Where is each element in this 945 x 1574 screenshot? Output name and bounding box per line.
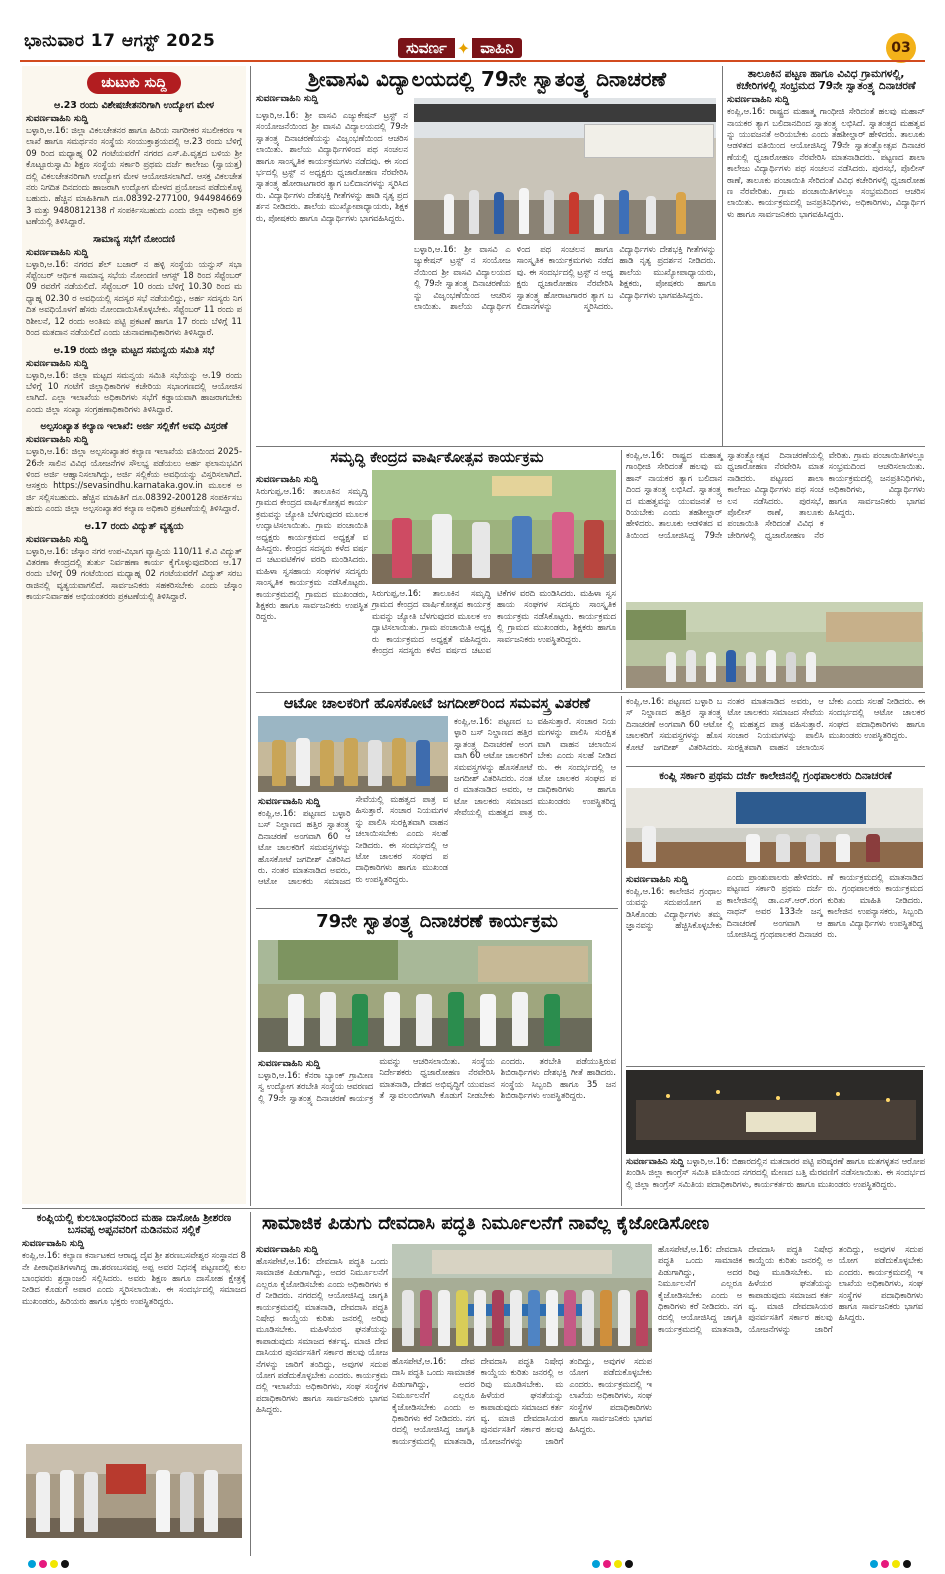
story-headline: ಸಮೃದ್ಧಿ ಕೇಂದ್ರದ ವಾರ್ಷಿಕೋತ್ಸವ ಕಾರ್ಯಕ್ರಮ [330,450,544,466]
story-text-continued: ಹೊಸಪೇಟೆ,ಆ.16: ದೇವದಾಸಿ ಪದ್ಧತಿ ಒಂದು ಸಾಮಾಜಿಕ ಪಿಡುಗಾಗಿದ್ದು, ಅದರ ನಿರ್ಮೂಲನೆಗೆ ಎಲ್ಲರೂ ಕೈಜೋಡಿಸಬೇಕು ಎಂದು ಅಧಿಕಾರಿಗಳು ಕರೆ ನೀಡಿದರು. ನಗರದಲ್ಲಿ ಆಯೋಜಿಸಿದ್ದ ಜಾಗೃತಿ ಕಾರ್ಯಕ್ರಮದಲ್ಲಿ ಮಾತನಾಡಿ, ದೇವದಾಸಿ ಪದ್ಧತಿ ನಿಷೇಧ ಕಾಯ್ದೆಯ ಕುರಿತು ಜನರಲ್ಲಿ ಅರಿವು ಮೂಡಿಸಬೇಕು. ಮಹಿಳೆಯರ ಘನತೆಯನ್ನು ಕಾಪಾಡುವುದು ಸಮಾಜದ ಕರ್ತವ್ಯ. ಮಾಜಿ ದೇವದಾಸಿಯರ ಪುನರ್ವಸತಿಗೆ ಸರ್ಕಾರ ಹಲವು ಯೋಜನೆಗಳನ್ನು ಜಾರಿಗೆ ತಂದಿದ್ದು, ಅವುಗಳ ಸದುಪಯೋಗ ಪಡೆದುಕೊಳ್ಳಬೇಕು ಎಂದರು. ಕಾರ್ಯಕ್ರಮದಲ್ಲಿ ಇಲಾಖೆಯ ಅಧಿಕಾರಿಗಳು, ಸಂಘ ಸಂಸ್ಥೆಗಳ ಪದಾಧಿಕಾರಿಗಳು ಹಾಗೂ ಸಾರ್ವಜನಿಕರು ಭಾಗವಹಿಸಿದ್ದರು. [658,1244,923,1334]
candle-caption [626,1156,925,1190]
brief-text: ಬಳ್ಳಾರಿ,ಆ.16: ಜಿಲ್ಲಾ ಮಟ್ಟದ ಸಮನ್ವಯ ಸಮಿತಿ ಸಭೆಯನ್ನು ಆ.19 ರಂದು ಬೆಳಿಗ್ಗೆ 10 ಗಂಟೆಗೆ ಜಿಲ್ಲಾಧಿಕಾರಿಗಳ ಕಚೇರಿಯ ಸಭಾಂಗಣದಲ್ಲಿ ಆಯೋಜಿಸಲಾಗಿದೆ. ಎಲ್ಲಾ ಇಲಾಖೆಯ ಅಧಿಕಾರಿಗಳು ಸಭೆಗೆ ಕಡ್ಡಾಯವಾಗಿ ಹಾಜರಾಗಬೇಕು ಎಂದು ಜಿಲ್ಲಾ ಸಂಖ್ಯಾ ಸಂಗ್ರಹಣಾಧಿಕಾರಿಗಳು ತಿಳಿಸಿದ್ದಾರೆ. [26,369,242,414]
brief-byline: ಸುವರ್ಣವಾಹಿನಿ ಸುದ್ದಿ [26,247,89,258]
story-byline: ಸುವರ್ಣವಾಹಿನಿ ಸುದ್ದಿ [258,1059,321,1069]
masthead [0,0,945,58]
brief-headline: ಸಾಮಾನ್ಯ ಸಭೆಗೆ ನೋಂದಣಿ [93,233,175,245]
section-divider [256,908,618,909]
photo-rsetI-flag [258,940,592,1052]
story-byline: ಸುವರ್ಣವಾಹಿನಿ ಸುದ್ದಿ [22,1239,85,1250]
story-kampli-tribute [22,1212,246,1556]
photo-tribute [26,1444,242,1538]
story-text: ಕಂಪ್ಲಿ,ಆ.16: ಕಾಲೇಜಿನ ಗ್ರಂಥಾಲಯವನ್ನು ಸದುಪಯೋಗ ಪಡಿಸಿಕೊಂಡು ವಿದ್ಯಾರ್ಥಿಗಳು ತಮ್ಮ ಜ್ಞಾನವನ್ನು ಹೆಚ್ಚಿಸಿಕೊಳ್ಳಬೇಕು ಎಂದು ಪ್ರಾಂಶುಪಾಲರು ಹೇಳಿದರು. ಪಟ್ಟಣದ ಸರ್ಕಾರಿ ಪ್ರಥಮ ದರ್ಜೆ ಕಾಲೇಜಿನಲ್ಲಿ ಡಾ.ಎಸ್.ಆರ್.ರಂಗನಾಥನ್ ಅವರ 133ನೇ ಜನ್ಮದಿನಾಚರಣೆ ಅಂಗವಾಗಿ ಆಯೋಜಿಸಿದ್ದ ಗ್ರಂಥಪಾಲಕರ ದಿನಾಚರಣೆ ಕಾರ್ಯಕ್ರಮದಲ್ಲಿ ಮಾತನಾಡಿದರು. ಗ್ರಂಥಪಾಲಕರು ಕಾರ್ಯಕ್ರಮದ ಕುರಿತು ಮಾಹಿತಿ ನೀಡಿದರು. ಕಾಲೇಜಿನ ಉಪನ್ಯಾಸಕರು, ಸಿಬ್ಬಂದಿ ಹಾಗೂ ವಿದ್ಯಾರ್ಥಿಗಳು ಉಪಸ್ಥಿತರಿದ್ದರು. [626,872,923,940]
story-headline: ಸಾಮಾಜಿಕ ಪಿಡುಗು ದೇವದಾಸಿ ಪದ್ಧತಿ ನಿರ್ಮೂಲನೆಗೆ ನಾವೆಲ್ಲ ಕೈಜೋಡಿಸೋಣ [262,1214,710,1234]
story-auto-drivers [256,696,618,904]
page-number: 03 [886,33,916,63]
story-library-day [626,770,925,1066]
story-text-continued: ಬಳ್ಳಾರಿ,ಆ.16: ಶ್ರೀ ವಾಸವಿ ಎಜ್ಯುಕೇಷನ್ ಟ್ರಸ್ಟ್ ನ ಸಂಯೋಜನೆಯಿಂದ ಶ್ರೀ ವಾಸವಿ ವಿದ್ಯಾಲಯದಲ್ಲಿ 79ನೇ ಸ್ವಾತಂತ್ರ್ಯ ದಿನಾಚರಣೆಯನ್ನು ವಿಜೃಂಭಣೆಯಿಂದ ಆಚರಿಸಲಾಯಿತು. ಶಾಲೆಯ ವಿದ್ಯಾರ್ಥಿಗಳಿಂದ ಪಥ ಸಂಚಲನ ಹಾಗೂ ಸಾಂಸ್ಕೃತಿಕ ಕಾರ್ಯಕ್ರಮಗಳು ನಡೆದವು. ಈ ಸಂದರ್ಭದಲ್ಲಿ ಟ್ರಸ್ಟ್ ನ ಅಧ್ಯಕ್ಷರು ಧ್ವಜಾರೋಹಣ ನೆರವೇರಿಸಿ ಸ್ವಾತಂತ್ರ್ಯ ಹೋರಾಟಗಾರರ ತ್ಯಾಗ ಬಲಿದಾನಗಳನ್ನು ಸ್ಮರಿಸಿದರು. ವಿದ್ಯಾರ್ಥಿಗಳು ದೇಶಭಕ್ತಿ ಗೀತೆಗಳನ್ನು ಹಾಡಿ ನೃತ್ಯ ಪ್ರದರ್ಶನ ನೀಡಿದರು. ಶಾಲೆಯ ಮುಖ್ಯೋಪಾಧ್ಯಾಯರು, ಶಿಕ್ಷಕರು, ಪೋಷಕರು ಹಾಗೂ ವಿದ್ಯಾರ್ಥಿಗಳು ಭಾಗವಹಿಸಿದ್ದರು. [414,244,716,312]
story-byline: ಸುವರ್ಣವಾಹಿನಿ ಸುದ್ದಿ [626,1156,684,1166]
brief-text: ಬಳ್ಳಾರಿ,ಆ.16: ಜೆಸ್ಕಾಂ ನಗರ ಉಪ-ವಿಭಾಗ ವ್ಯಾಪ್ತಿಯ 110/11 ಕೆ.ವಿ ವಿದ್ಯುತ್ ವಿತರಣಾ ಕೇಂದ್ರದಲ್ಲಿ ತುರ್ತು ನಿರ್ವಹಣಾ ಕಾರ್ಯ ಕೈಗೊಳ್ಳುವುದರಿಂದ ಆ.17 ರಂದು ಬೆಳಿಗ್ಗೆ 09 ಗಂಟೆಯಿಂದ ಮಧ್ಯಾಹ್ನ 02 ಗಂಟೆಯವರೆಗೆ ವಿದ್ಯುತ್ ಸರಬರಾಜಿನಲ್ಲಿ ವ್ಯತ್ಯಯವಾಗಲಿದೆ. ಸಾರ್ವಜನಿಕರು ಸಹಕರಿಸಬೇಕು ಎಂದು ಜೆಸ್ಕಾಂ ಕಾರ್ಯನಿರ್ವಾಹಕ ಅಭಿಯಂತರರು ಪ್ರಕಟಣೆಯಲ್ಲಿ ತಿಳಿಸಿದ್ದಾರೆ. [26,545,242,602]
photo-procession [626,602,923,688]
photo-lamp-lighting [372,470,616,584]
brief-headline: ಅಲ್ಪಸಂಖ್ಯಾತ ಕಲ್ಯಾಣ ಇಲಾಖೆ: ಅರ್ಜಿ ಸಲ್ಲಿಕೆಗೆ ಅವಧಿ ವಿಸ್ತರಣೆ [40,421,228,433]
story-headline: ಶ್ರೀವಾಸವಿ ವಿದ್ಯಾಲಯದಲ್ಲಿ 79ನೇ ಸ್ವಾತಂತ್ರ್ಯ ದಿನಾಚರಣೆ [307,67,667,91]
lamp-icon: ✦ [456,38,471,58]
story-text-continued: ಸಿರುಗುಪ್ಪ,ಆ.16: ತಾಲೂಕಿನ ಸಮೃದ್ಧಿ ಗ್ರಾಮದ ಕೇಂದ್ರದ ವಾರ್ಷಿಕೋತ್ಸವ ಕಾರ್ಯಕ್ರಮವನ್ನು ಜ್ಯೋತಿ ಬೆಳಗುವುದರ ಮೂಲಕ ಉದ್ಘಾಟಿಸಲಾಯಿತು. ಗ್ರಾಮ ಪಂಚಾಯಿತಿ ಅಧ್ಯಕ್ಷರು ಕಾರ್ಯಕ್ರಮದ ಅಧ್ಯಕ್ಷತೆ ವಹಿಸಿದ್ದರು. ಕೇಂದ್ರದ ಸದಸ್ಯರು ಕಳೆದ ವರ್ಷದ ಚಟುವಟಿಕೆಗಳ ವರದಿ ಮಂಡಿಸಿದರು. ಮಹಿಳಾ ಸ್ವಸಹಾಯ ಸಂಘಗಳ ಸದಸ್ಯರು ಸಾಂಸ್ಕೃತಿಕ ಕಾರ್ಯಕ್ರಮ ನಡೆಸಿಕೊಟ್ಟರು. ಕಾರ್ಯಕ್ರಮದಲ್ಲಿ ಗ್ರಾಮದ ಮುಖಂಡರು, ಶಿಕ್ಷಕರು ಹಾಗೂ ಸಾರ್ವಜನಿಕರು ಉಪಸ್ಥಿತರಿದ್ದರು. [372,588,616,656]
story-right-top [727,66,925,446]
story-text: ಕಂಪ್ಲಿ,ಆ.16: ಕಲ್ಯಾಣ ಕರ್ನಾಟಕದ ಆರಾಧ್ಯ ದೈವ ಶ್ರೀ ಶರಣಬಸವೇಶ್ವರ ಸಂಸ್ಥಾನದ 8ನೇ ಪೀಠಾಧಿಪತಿಗಳಾಗಿದ್ದ ಡಾ.ಶರಣಬಸವಪ್ಪ ಅಪ್ಪ ಅವರ ನಿಧನಕ್ಕೆ ಪಟ್ಟಣದಲ್ಲಿ ಕುಲಬಾಂಧವರು ಶ್ರದ್ಧಾಂಜಲಿ ಸಲ್ಲಿಸಿದರು. ಅವರು ಶಿಕ್ಷಣ ಹಾಗೂ ದಾಸೋಹ ಕ್ಷೇತ್ರಕ್ಕೆ ನೀಡಿದ ಕೊಡುಗೆ ಅಪಾರ ಎಂದು ಸ್ಮರಿಸಲಾಯಿತು. ಈ ಸಂದರ್ಭದಲ್ಲಿ ಸಮಾಜದ ಮುಖಂಡರು, ಹಿರಿಯರು ಹಾಗೂ ಭಕ್ತರು ಉಪಸ್ಥಿತರಿದ್ದರು. [22,1250,246,1306]
brief-byline: ಸುವರ್ಣವಾಹಿನಿ ಸುದ್ದಿ [26,534,89,545]
column-divider [722,66,723,446]
brief-byline: ಸುವರ್ಣವಾಹಿನಿ ಸುದ್ದಿ [26,435,89,446]
brief-byline: ಸುವರ್ಣವಾಹಿನಿ ಸುದ್ದಿ [26,358,89,369]
story-headline: ಕಂಪ್ಲಿಯಲ್ಲಿ ಕುಲಬಾಂಧವರಿಂದ ಮಹಾ ದಾಸೋಹಿ ಶ್ರೀಶರಣ ಬಸವಪ್ಪ ಅಪ್ಪನವರಿಗೆ ನುಡಿನಮನ ಸಲ್ಲಿಕೆ [36,1212,232,1237]
section-divider [22,1208,925,1209]
column-divider [621,450,622,690]
photo-devadasi-rally [392,1244,652,1352]
column-divider [621,696,622,1206]
header-rule [20,60,925,62]
brief-text: ಬಳ್ಳಾರಿ,ಆ.16: ನಗರದ ಶೆಲ್ ಬಜಾರ್ ನ ಹಳ್ಳಿ ಸಂಸ್ಥೆಯ ಯನ್ವುಸ್ ಸಭಾ ಸೆಪ್ಟೆಂಬರ್ ಆರ್ಥಿಕ ಸಾಮಾನ್ಯ ಸಭೆಯ ನೋಂದಣಿ ಆಗಸ್ಟ್ 18 ರಿಂದ ಸೆಪ್ಟೆಂಬರ್ 09 ರವರೆಗೆ ನಡೆಯಲಿದೆ. ಸೆಪ್ಟೆಂಬರ್ 10 ರಂದು ಬೆಳಿಗ್ಗೆ 10.30 ರಿಂದ ಮಧ್ಯಾಹ್ನ 02.30 ರ ಅವಧಿಯಲ್ಲಿ ಸದಸ್ಯರ ಸಭೆ ನಡೆಯಲಿದ್ದು, ಅರ್ಹ ಸದಸ್ಯರು ನಿಗದಿತ ಅವಧಿಯೊಳಗೆ ಹೆಸರು ನೋಂದಾಯಿಸಿಕೊಳ್ಳಬೇಕು. ಸೆಪ್ಟೆಂಬರ್ 11 ರಂದು ಪರಿಶೀಲನೆ, 12 ರಂದು ಅಂತಿಮ ಪಟ್ಟಿ ಪ್ರಕಟಣೆ ಹಾಗೂ 17 ರಂದು ಬೆಳಿಗ್ಗೆ 11 ರಿಂದ ಮತದಾನ ನಡೆಯಲಿದೆ ಎಂದು ಚುನಾವಣಾಧಿಕಾರಿಗಳು ತಿಳಿಸಿದ್ದಾರೆ. [26,258,242,338]
story-candle [626,1156,925,1206]
column-divider [250,66,251,1206]
story-devadasi [256,1214,925,1556]
brief-headline: ಆ.19 ರಂದು ಜಿಲ್ಲಾ ಮಟ್ಟದ ಸಮನ್ವಯ ಸಮಿತಿ ಸಭೆ [53,344,215,356]
left-column [22,66,246,1204]
section-divider [256,446,925,447]
story-headline: 79ನೇ ಸ್ವಾತಂತ್ರ್ಯ ದಿನಾಚರಣೆ ಕಾರ್ಯಕ್ರಮ [316,912,558,932]
story-text: ಬಳ್ಳಾರಿ,ಆ.16: ಕೆನರಾ ಬ್ಯಾಂಕ್ ಗ್ರಾಮೀಣ ಸ್ವ ಉದ್ಯೋಗ ತರಬೇತಿ ಸಂಸ್ಥೆಯ ಆವರಣದಲ್ಲಿ 79ನೇ ಸ್ವಾತಂತ್ರ್ಯ ದಿನಾಚರಣೆ ಕಾರ್ಯಕ್ರಮವನ್ನು ಆಚರಿಸಲಾಯಿತು. ಸಂಸ್ಥೆಯ ನಿರ್ದೇಶಕರು ಧ್ವಜಾರೋಹಣ ನೆರವೇರಿಸಿ ಮಾತನಾಡಿ, ದೇಶದ ಅಭಿವೃದ್ಧಿಗೆ ಯುವಜನತೆ ಸ್ವಾವಲಂಬಿಗಳಾಗಿ ಕೊಡುಗೆ ನೀಡಬೇಕು ಎಂದರು. ತರಬೇತಿ ಪಡೆಯುತ್ತಿರುವ ಶಿಬಿರಾರ್ಥಿಗಳು ದೇಶಭಕ್ತಿ ಗೀತೆ ಹಾಡಿದರು. ಸಂಸ್ಥೆಯ ಸಿಬ್ಬಂದಿ ಹಾಗೂ 35 ಜನ ಶಿಬಿರಾರ್ಥಿಗಳು ಉಪಸ್ಥಿತರಿದ್ದರು. [258,1056,616,1103]
brand-left: ಸುವರ್ಣ [398,38,455,58]
section-divider [626,1066,925,1067]
photo-uniform-distribution [258,716,448,792]
photo-library-event [626,788,923,868]
section-title-briefs: ಚುಟುಕು ಸುದ್ದಿ [87,72,180,94]
story-byline: ಸುವರ್ಣವಾಹಿನಿ ಸುದ್ದಿ [258,797,321,807]
print-registration-marks [592,1560,633,1570]
story-text: ಹೊಸಪೇಟೆ,ಆ.16: ದೇವದಾಸಿ ಪದ್ಧತಿ ಒಂದು ಸಾಮಾಜಿಕ ಪಿಡುಗಾಗಿದ್ದು, ಅದರ ನಿರ್ಮೂಲನೆಗೆ ಎಲ್ಲರೂ ಕೈಜೋಡಿಸಬೇಕು ಎಂದು ಅಧಿಕಾರಿಗಳು ಕರೆ ನೀಡಿದರು. ನಗರದಲ್ಲಿ ಆಯೋಜಿಸಿದ್ದ ಜಾಗೃತಿ ಕಾರ್ಯಕ್ರಮದಲ್ಲಿ ಮಾತನಾಡಿ, ದೇವದಾಸಿ ಪದ್ಧತಿ ನಿಷೇಧ ಕಾಯ್ದೆಯ ಕುರಿತು ಜನರಲ್ಲಿ ಅರಿವು ಮೂಡಿಸಬೇಕು. ಮಹಿಳೆಯರ ಘನತೆಯನ್ನು ಕಾಪಾಡುವುದು ಸಮಾಜದ ಕರ್ತವ್ಯ. ಮಾಜಿ ದೇವದಾಸಿಯರ ಪುನರ್ವಸತಿಗೆ ಸರ್ಕಾರ ಹಲವು ಯೋಜನೆಗಳನ್ನು ಜಾರಿಗೆ ತಂದಿದ್ದು, ಅವುಗಳ ಸದುಪಯೋಗ ಪಡೆದುಕೊಳ್ಳಬೇಕು ಎಂದರು. ಕಾರ್ಯಕ್ರಮದಲ್ಲಿ ಇಲಾಖೆಯ ಅಧಿಕಾರಿಗಳು, ಸಂಘ ಸಂಸ್ಥೆಗಳ ಪದಾಧಿಕಾರಿಗಳು ಹಾಗೂ ಸಾರ್ವಜನಿಕರು ಭಾಗವಹಿಸಿದ್ದರು. [256,1256,388,1415]
story-headline: ತಾಲೂಕಿನ ಪಟ್ಟಣ ಹಾಗೂ ವಿವಿಧ ಗ್ರಾಮಗಳಲ್ಲಿ, ಕಚೇರಿಗಳಲ್ಲಿ ಸಂಭ್ರಮದ 79ನೇ ಸ್ವಾತಂತ್ರ್ಯ ದಿನಾಚರಣೆ [736,68,916,93]
story-text: ಕಂಪ್ಲಿ,ಆ.16: ರಾಷ್ಟ್ರದ ಮಹಾತ್ಮ ಗಾಂಧೀಜಿ ಸೇರಿದಂತೆ ಹಲವು ಮಹಾನ್ ನಾಯಕರ ತ್ಯಾಗ ಬಲಿದಾನದಿಂದ ಸ್ವಾತಂತ್ರ್ಯ ಲಭಿಸಿದೆ. ಸ್ವಾತಂತ್ರ್ಯದ ಮಹತ್ವವನ್ನು ಯುವಜನತೆ ಅರಿಯಬೇಕು ಎಂದು ತಹಶೀಲ್ದಾರ್ ಹೇಳಿದರು. ತಾಲೂಕು ಆಡಳಿತದ ವತಿಯಿಂದ ಆಯೋಜಿಸಿದ್ದ 79ನೇ ಸ್ವಾತಂತ್ರ್ಯೋತ್ಸವ ದಿನಾಚರಣೆಯಲ್ಲಿ ಧ್ವಜಾರೋಹಣ ನೆರವೇರಿಸಿ ಮಾತನಾಡಿದರು. ಪಟ್ಟಣದ ಶಾಲಾ ಕಾಲೇಜು ವಿದ್ಯಾರ್ಥಿಗಳು ಪಥ ಸಂಚಲನ ನಡೆಸಿದರು. ಪುರಸಭೆ, ಪೊಲೀಸ್ ಠಾಣೆ, ತಾಲೂಕು ಪಂಚಾಯಿತಿ ಸೇರಿದಂತೆ ವಿವಿಧ ಕಚೇರಿಗಳಲ್ಲಿ ಧ್ವಜಾರೋಹಣ ನೆರವೇರಿತು. ಗ್ರಾಮ ಪಂಚಾಯಿತಿಗಳಲ್ಲೂ ಸಂಭ್ರಮದಿಂದ ಆಚರಿಸಲಾಯಿತು. ಕಾರ್ಯಕ್ರಮದಲ್ಲಿ ಜನಪ್ರತಿನಿಧಿಗಳು, ಅಧಿಕಾರಿಗಳು, ವಿದ್ಯಾರ್ಥಿಗಳು ಹಾಗೂ ಸಾರ್ವಜನಿಕರು ಭಾಗವಹಿಸಿದ್ದರು. [727,106,925,219]
story-text: ಸಿರುಗುಪ್ಪ,ಆ.16: ತಾಲೂಕಿನ ಸಮೃದ್ಧಿ ಗ್ರಾಮದ ಕೇಂದ್ರದ ವಾರ್ಷಿಕೋತ್ಸವ ಕಾರ್ಯಕ್ರಮವನ್ನು ಜ್ಯೋತಿ ಬೆಳಗುವುದರ ಮೂಲಕ ಉದ್ಘಾಟಿಸಲಾಯಿತು. ಗ್ರಾಮ ಪಂಚಾಯಿತಿ ಅಧ್ಯಕ್ಷರು ಕಾರ್ಯಕ್ರಮದ ಅಧ್ಯಕ್ಷತೆ ವಹಿಸಿದ್ದರು. ಕೇಂದ್ರದ ಸದಸ್ಯರು ಕಳೆದ ವರ್ಷದ ಚಟುವಟಿಕೆಗಳ ವರದಿ ಮಂಡಿಸಿದರು. ಮಹಿಳಾ ಸ್ವಸಹಾಯ ಸಂಘಗಳ ಸದಸ್ಯರು ಸಾಂಸ್ಕೃತಿಕ ಕಾರ್ಯಕ್ರಮ ನಡೆಸಿಕೊಟ್ಟರು. ಕಾರ್ಯಕ್ರಮದಲ್ಲಿ ಗ್ರಾಮದ ಮುಖಂಡರು, ಶಿಕ್ಷಕರು ಹಾಗೂ ಸಾರ್ವಜನಿಕರು ಉಪಸ್ಥಿತರಿದ್ದರು. [256,486,368,622]
story-byline: ಸುವರ್ಣವಾಹಿನಿ ಸುದ್ದಿ [256,475,319,485]
brand-logo [398,36,558,60]
photo-flag-hoisting [414,98,716,240]
print-registration-marks [28,1560,69,1570]
brief-headline: ಆ.23 ರಂದು ವಿಶೇಷಚೇತನರಿಗಾಗಿ ಉದ್ಯೋಗ ಮೇಳ [54,100,214,111]
story-byline: ಸುವರ್ಣವಾಹಿನಿ ಸುದ್ದಿ [727,95,790,106]
story-byline: ಸುವರ್ಣವಾಹಿನಿ ಸುದ್ದಿ [256,1245,319,1255]
story-text-continued: ಹೊಸಪೇಟೆ,ಆ.16: ದೇವದಾಸಿ ಪದ್ಧತಿ ಒಂದು ಸಾಮಾಜಿಕ ಪಿಡುಗಾಗಿದ್ದು, ಅದರ ನಿರ್ಮೂಲನೆಗೆ ಎಲ್ಲರೂ ಕೈಜೋಡಿಸಬೇಕು ಎಂದು ಅಧಿಕಾರಿಗಳು ಕರೆ ನೀಡಿದರು. ನಗರದಲ್ಲಿ ಆಯೋಜಿಸಿದ್ದ ಜಾಗೃತಿ ಕಾರ್ಯಕ್ರಮದಲ್ಲಿ ಮಾತನಾಡಿ, ದೇವದಾಸಿ ಪದ್ಧತಿ ನಿಷೇಧ ಕಾಯ್ದೆಯ ಕುರಿತು ಜನರಲ್ಲಿ ಅರಿವು ಮೂಡಿಸಬೇಕು. ಮಹಿಳೆಯರ ಘನತೆಯನ್ನು ಕಾಪಾಡುವುದು ಸಮಾಜದ ಕರ್ತವ್ಯ. ಮಾಜಿ ದೇವದಾಸಿಯರ ಪುನರ್ವಸತಿಗೆ ಸರ್ಕಾರ ಹಲವು ಯೋಜನೆಗಳನ್ನು ಜಾರಿಗೆ ತಂದಿದ್ದು, ಅವುಗಳ ಸದುಪಯೋಗ ಪಡೆದುಕೊಳ್ಳಬೇಕು ಎಂದರು. ಕಾರ್ಯಕ್ರಮದಲ್ಲಿ ಇಲಾಖೆಯ ಅಧಿಕಾರಿಗಳು, ಸಂಘ ಸಂಸ್ಥೆಗಳ ಪದಾಧಿಕಾರಿಗಳು ಹಾಗೂ ಸಾರ್ವಜನಿಕರು ಭಾಗವಹಿಸಿದ್ದರು. [392,1356,652,1446]
story-text: ಕಂಪ್ಲಿ,ಆ.16: ಪಟ್ಟಣದ ಬಳ್ಳಾರಿ ಬಸ್ ನಿಲ್ದಾಣದ ಹತ್ತಿರ ಸ್ವಾತಂತ್ರ್ಯ ದಿನಾಚರಣೆ ಅಂಗವಾಗಿ 60 ಆಟೋ ಚಾಲಕರಿಗೆ ಸಮವಸ್ತ್ರಗಳನ್ನು ಹೊಸಕೋಟೆ ಜಗದೀಶ್ ವಿತರಿಸಿದರು. ನಂತರ ಮಾತನಾಡಿದ ಅವರು, ಆಟೋ ಚಾಲಕರು ಸಮಾಜದ ಸೇವೆಯಲ್ಲಿ ಮಹತ್ವದ ಪಾತ್ರ ವಹಿಸುತ್ತಾರೆ. ಸಂಚಾರ ನಿಯಮಗಳನ್ನು ಪಾಲಿಸಿ ಸುರಕ್ಷಿತವಾಗಿ ವಾಹನ ಚಲಾಯಿಸಬೇಕು ಎಂದು ಸಲಹೆ ನೀಡಿದರು. ಈ ಸಂದರ್ಭದಲ್ಲಿ ಆಟೋ ಚಾಲಕರ ಸಂಘದ ಪದಾಧಿಕಾರಿಗಳು ಹಾಗೂ ಮುಖಂಡರು ಉಪಸ್ಥಿತರಿದ್ದರು. [258,794,448,887]
brief-byline: ಸುವರ್ಣವಾಹಿನಿ ಸುದ್ದಿ [26,114,89,124]
story-text-continued: ಕಂಪ್ಲಿ,ಆ.16: ರಾಷ್ಟ್ರದ ಮಹಾತ್ಮ ಗಾಂಧೀಜಿ ಸೇರಿದಂತೆ ಹಲವು ಮಹಾನ್ ನಾಯಕರ ತ್ಯಾಗ ಬಲಿದಾನದಿಂದ ಸ್ವಾತಂತ್ರ್ಯ ಲಭಿಸಿದೆ. ಸ್ವಾತಂತ್ರ್ಯದ ಮಹತ್ವವನ್ನು ಯುವಜನತೆ ಅರಿಯಬೇಕು ಎಂದು ತಹಶೀಲ್ದಾರ್ ಹೇಳಿದರು. ತಾಲೂಕು ಆಡಳಿತದ ವತಿಯಿಂದ ಆಯೋಜಿಸಿದ್ದ 79ನೇ ಸ್ವಾತಂತ್ರ್ಯೋತ್ಸವ ದಿನಾಚರಣೆಯಲ್ಲಿ ಧ್ವಜಾರೋಹಣ ನೆರವೇರಿಸಿ ಮಾತನಾಡಿದರು. ಪಟ್ಟಣದ ಶಾಲಾ ಕಾಲೇಜು ವಿದ್ಯಾರ್ಥಿಗಳು ಪಥ ಸಂಚಲನ ನಡೆಸಿದರು. ಪುರಸಭೆ, ಪೊಲೀಸ್ ಠಾಣೆ, ತಾಲೂಕು ಪಂಚಾಯಿತಿ ಸೇರಿದಂತೆ ವಿವಿಧ ಕಚೇರಿಗಳಲ್ಲಿ ಧ್ವಜಾರೋಹಣ ನೆರವೇರಿತು. ಗ್ರಾಮ ಪಂಚಾಯಿತಿಗಳಲ್ಲೂ ಸಂಭ್ರಮದಿಂದ ಆಚರಿಸಲಾಯಿತು. ಕಾರ್ಯಕ್ರಮದಲ್ಲಿ ಜನಪ್ರತಿನಿಧಿಗಳು, ಅಧಿಕಾರಿಗಳು, ವಿದ್ಯಾರ್ಥಿಗಳು ಹಾಗೂ ಸಾರ್ವಜನಿಕರು ಭಾಗವಹಿಸಿದ್ದರು. [626,450,925,540]
story-samruddhi [256,450,618,690]
brand-right: ವಾಹಿನಿ [472,38,522,58]
story-right-top-continued [626,450,925,600]
story-text-continued: ಕಂಪ್ಲಿ,ಆ.16: ಪಟ್ಟಣದ ಬಳ್ಳಾರಿ ಬಸ್ ನಿಲ್ದಾಣದ ಹತ್ತಿರ ಸ್ವಾತಂತ್ರ್ಯ ದಿನಾಚರಣೆ ಅಂಗವಾಗಿ 60 ಆಟೋ ಚಾಲಕರಿಗೆ ಸಮವಸ್ತ್ರಗಳನ್ನು ಹೊಸಕೋಟೆ ಜಗದೀಶ್ ವಿತರಿಸಿದರು. ನಂತರ ಮಾತನಾಡಿದ ಅವರು, ಆಟೋ ಚಾಲಕರು ಸಮಾಜದ ಸೇವೆಯಲ್ಲಿ ಮಹತ್ವದ ಪಾತ್ರ ವಹಿಸುತ್ತಾರೆ. ಸಂಚಾರ ನಿಯಮಗಳನ್ನು ಪಾಲಿಸಿ ಸುರಕ್ಷಿತವಾಗಿ ವಾಹನ ಚಲಾಯಿಸಬೇಕು ಎಂದು ಸಲಹೆ ನೀಡಿದರು. ಈ ಸಂದರ್ಭದಲ್ಲಿ ಆಟೋ ಚಾಲಕರ ಸಂಘದ ಪದಾಧಿಕಾರಿಗಳು ಹಾಗೂ ಮುಖಂಡರು ಉಪಸ್ಥಿತರಿದ್ದರು. [454,716,616,818]
section-divider [626,766,925,767]
story-text: ಬಳ್ಳಾರಿ,ಆ.16: ಶ್ರೀ ವಾಸವಿ ಎಜ್ಯುಕೇಷನ್ ಟ್ರಸ್ಟ್ ನ ಸಂಯೋಜನೆಯಿಂದ ಶ್ರೀ ವಾಸವಿ ವಿದ್ಯಾಲಯದಲ್ಲಿ 79ನೇ ಸ್ವಾತಂತ್ರ್ಯ ದಿನಾಚರಣೆಯನ್ನು ವಿಜೃಂಭಣೆಯಿಂದ ಆಚರಿಸಲಾಯಿತು. ಶಾಲೆಯ ವಿದ್ಯಾರ್ಥಿಗಳಿಂದ ಪಥ ಸಂಚಲನ ಹಾಗೂ ಸಾಂಸ್ಕೃತಿಕ ಕಾರ್ಯಕ್ರಮಗಳು ನಡೆದವು. ಈ ಸಂದರ್ಭದಲ್ಲಿ ಟ್ರಸ್ಟ್ ನ ಅಧ್ಯಕ್ಷರು ಧ್ವಜಾರೋಹಣ ನೆರವೇರಿಸಿ ಸ್ವಾತಂತ್ರ್ಯ ಹೋರಾಟಗಾರರ ತ್ಯಾಗ ಬಲಿದಾನಗಳನ್ನು ಸ್ಮರಿಸಿದರು. ವಿದ್ಯಾರ್ಥಿಗಳು ದೇಶಭಕ್ತಿ ಗೀತೆಗಳನ್ನು ಹಾಡಿ ನೃತ್ಯ ಪ್ರದರ್ಶನ ನೀಡಿದರು. ಶಾಲೆಯ ಮುಖ್ಯೋಪಾಧ್ಯಾಯರು, ಶಿಕ್ಷಕರು, ಪೋಷಕರು ಹಾಗೂ ವಿದ್ಯಾರ್ಥಿಗಳು ಭಾಗವಹಿಸಿದ್ದರು. [256,110,408,223]
photo-candle-march [626,1070,923,1154]
story-byline: ಸುವರ್ಣವಾಹಿನಿ ಸುದ್ದಿ [256,94,319,104]
print-registration-marks [870,1560,911,1570]
column-divider [250,1212,251,1556]
story-byline: ಸುವರ್ಣವಾಹಿನಿ ಸುದ್ದಿ [626,875,689,885]
story-text-continued: ಕಂಪ್ಲಿ,ಆ.16: ಪಟ್ಟಣದ ಬಳ್ಳಾರಿ ಬಸ್ ನಿಲ್ದಾಣದ ಹತ್ತಿರ ಸ್ವಾತಂತ್ರ್ಯ ದಿನಾಚರಣೆ ಅಂಗವಾಗಿ 60 ಆಟೋ ಚಾಲಕರಿಗೆ ಸಮವಸ್ತ್ರಗಳನ್ನು ಹೊಸಕೋಟೆ ಜಗದೀಶ್ ವಿತರಿಸಿದರು. ನಂತರ ಮಾತನಾಡಿದ ಅವರು, ಆಟೋ ಚಾಲಕರು ಸಮಾಜದ ಸೇವೆಯಲ್ಲಿ ಮಹತ್ವದ ಪಾತ್ರ ವಹಿಸುತ್ತಾರೆ. ಸಂಚಾರ ನಿಯಮಗಳನ್ನು ಪಾಲಿಸಿ ಸುರಕ್ಷಿತವಾಗಿ ವಾಹನ ಚಲಾಯಿಸಬೇಕು ಎಂದು ಸಲಹೆ ನೀಡಿದರು. ಈ ಸಂದರ್ಭದಲ್ಲಿ ಆಟೋ ಚಾಲಕರ ಸಂಘದ ಪದಾಧಿಕಾರಿಗಳು ಹಾಗೂ ಮುಖಂಡರು ಉಪಸ್ಥಿತರಿದ್ದರು. [626,696,925,752]
story-headline: ಆಟೋ ಚಾಲಕರಿಗೆ ಹೊಸಕೋಟೆ ಜಗದೀಶ್‌ರಿಂದ ಸಮವಸ್ತ್ರ ವಿತರಣೆ [283,696,591,712]
brief-headline: ಆ.17 ರಂದು ವಿದ್ಯುತ್ ವ್ಯತ್ಯಯ [84,520,184,532]
brief-text: ಬಳ್ಳಾರಿ,ಆ.16: ಜಿಲ್ಲಾ ವಿಕಲಚೇತನರ ಹಾಗೂ ಹಿರಿಯ ನಾಗರೀಕರ ಸಬಲೀಕರಣ ಇಲಾಖೆ ಹಾಗೂ ಸಮರ್ಥನಂ ಸಂಸ್ಥೆಯ ಸಂಯುಕ್ತಾಶ್ರಯದಲ್ಲಿ ಆ.23 ರಂದು ಬೆಳಿಗ್ಗೆ 09 ರಿಂದ ಮಧ್ಯಾಹ್ನ 02 ಗಂಟೆಯವರೆಗೆ ನಗರದ ಎಸ್.ಪಿ.ವೃತ್ತದ ಬಳಿಯ ಶ್ರೀ ಕೊಟ್ಟೂರುಸ್ವಾಮಿ ಶಿಕ್ಷಣ ಸಂಸ್ಥೆಯ ಸರ್ಕಾರಿ ಪ್ರಥಮ ದರ್ಜೆ ಕಾಲೇಜು (ಸ್ವಾಯತ್ತ) ದಲ್ಲಿ ವಿಕಲಚೇತನರಿಗಾಗಿ ಉದ್ಯೋಗ ಮೇಳ ಆಯೋಜಿಸಲಾಗಿದೆ. ಆಸಕ್ತ ವಿಕಲಚೇತನರು ನಿಗದಿತ ದಿನದಂದು ಹಾಜರಾಗಿ ಉದ್ಯೋಗ ಮೇಳದ ಪ್ರಯೋಜನ ಪಡೆದುಕೊಳ್ಳಬಹುದು. ಹೆಚ್ಚಿನ ಮಾಹಿತಿಗಾಗಿ ದೂ.08392-277100, 9449846693 ಮತ್ತು 9480812138 ಗೆ ಸಂಪರ್ಕಿಸಬಹುದು ಎಂದು ಜಿಲ್ಲಾ ಅಧಿಕಾರಿ ಪ್ರಕಟಣೆಯಲ್ಲಿ ತಿಳಿಸಿದ್ದಾರೆ. [26,125,242,227]
story-day79 [256,912,618,1206]
brief-text: ಬಳ್ಳಾರಿ,ಆ.16: ಜಿಲ್ಲಾ ಅಲ್ಪಸಂಖ್ಯಾತರ ಕಲ್ಯಾಣ ಇಲಾಖೆಯ ವತಿಯಿಂದ 2025-26ನೇ ಸಾಲಿನ ವಿವಿಧ ಯೋಜನೆಗಳ ಸೌಲಭ್ಯ ಪಡೆಯಲು ಅರ್ಹ ಫಲಾನುಭವಿಗಳಿಂದ ಅರ್ಜಿ ಆಹ್ವಾನಿಸಲಾಗಿದ್ದು, ಅರ್ಜಿ ಸಲ್ಲಿಕೆಯ ಅವಧಿಯನ್ನು ವಿಸ್ತರಿಸಲಾಗಿದೆ. ಆಸಕ್ತರು https://sevasindhu.karnataka.gov.in ಮೂಲಕ ಅರ್ಜಿ ಸಲ್ಲಿಸಬಹುದು. ಹೆಚ್ಚಿನ ಮಾಹಿತಿಗೆ ದೂ.08392-200128 ಸಂಪರ್ಕಿಸಬಹುದು ಎಂದು ಜಿಲ್ಲಾ ಅಲ್ಪಸಂಖ್ಯಾತರ ಕಲ್ಯಾಣ ಅಧಿಕಾರಿ ಪ್ರಕಟಣೆಯಲ್ಲಿ ತಿಳಿಸಿದ್ದಾರೆ. [26,446,242,514]
edition-date: ಭಾನುವಾರ 17 ಆಗಸ್ಟ್ 2025 [24,31,216,51]
story-text: ಬಳ್ಳಾರಿ,ಆ.16: ಬಿಹಾರದಲ್ಲಿನ ಮತದಾರರ ಪಟ್ಟಿ ಪರಿಷ್ಕರಣೆ ಹಾಗೂ ಮತಗಳ್ಳತನ ಆರೋಪ ಖಂಡಿಸಿ ಜಿಲ್ಲಾ ಕಾಂಗ್ರೆಸ್ ಸಮಿತಿ ವತಿಯಿಂದ ನಗರದಲ್ಲಿ ಮೇಣದ ಬತ್ತಿ ಮೆರವಣಿಗೆ ನಡೆಸಲಾಯಿತು. ಈ ಸಂದರ್ಭದಲ್ಲಿ ಜಿಲ್ಲಾ ಕಾಂಗ್ರೆಸ್ ಸಮಿತಿಯ ಪದಾಧಿಕಾರಿಗಳು, ಕಾರ್ಯಕರ್ತರು ಹಾಗೂ ಮುಖಂಡರು ಉಪಸ್ಥಿತರಿದ್ದರು. [626,1156,925,1189]
story-auto-drivers-continued [626,696,925,764]
story-headline: ಕಂಪ್ಲಿ ಸರ್ಕಾರಿ ಪ್ರಥಮ ದರ್ಜೆ ಕಾಲೇಜಿನಲ್ಲಿ ಗ್ರಂಥಪಾಲಕರು ದಿನಾಚರಣೆ [659,770,892,782]
section-divider [256,692,925,693]
story-vasavi [256,66,718,446]
